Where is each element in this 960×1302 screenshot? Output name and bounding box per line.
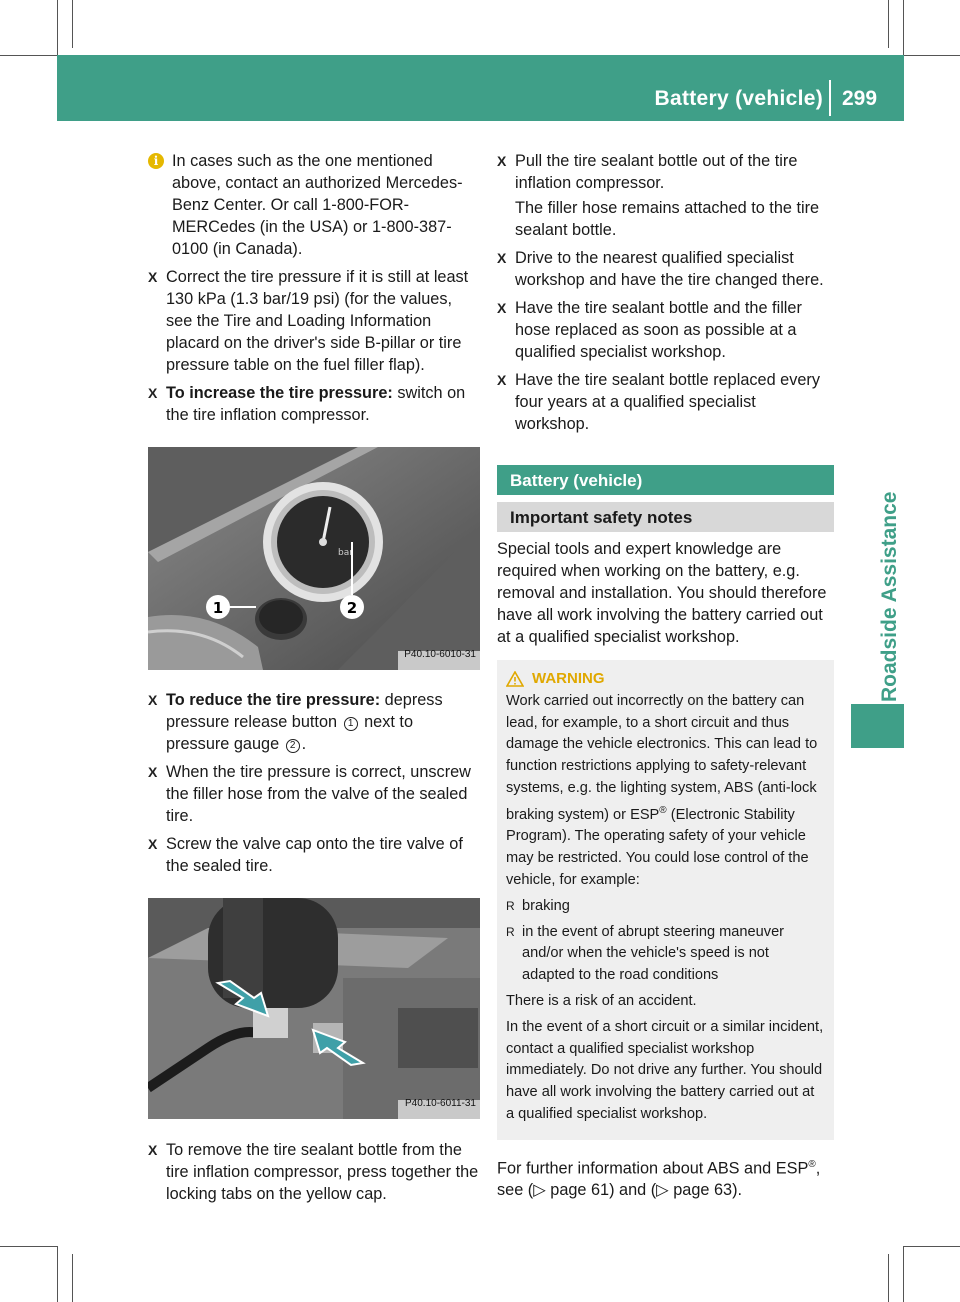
crop-mark xyxy=(57,0,58,55)
step-text: Have the tire sealant bottle replaced every four years at a qualified specialist workshop. xyxy=(515,371,820,433)
registered-mark: ® xyxy=(808,1158,816,1170)
step xyxy=(148,1139,480,1205)
footer-text[interactable]: page 63). xyxy=(668,1181,743,1200)
step-note: The filler hose remains attached to the tire sealant bottle. xyxy=(515,199,820,239)
gauge-illustration xyxy=(148,447,480,670)
step xyxy=(148,382,480,426)
callout-1: 1 xyxy=(212,599,224,617)
step-text: Pull the tire sealant bottle out of the tire inflation compressor. xyxy=(515,152,798,192)
step xyxy=(148,266,480,376)
footer-text[interactable]: page 61) and ( xyxy=(545,1181,657,1200)
side-tab-label: Roadside Assistance xyxy=(878,491,901,702)
warning-text: Work carried out incorrectly on the battery can lead, for example, to a short circuit and thus damage the vehicle electronics. This can lead to function restrictions applying to safety-relevant systems, e.g. the lighting system, ABS (anti-lock braking system) or ESP xyxy=(506,692,818,823)
subsection-heading: Important safety notes xyxy=(497,502,834,532)
page-ref-arrow-icon[interactable]: ▷ xyxy=(656,1181,669,1200)
step-rest: switch on the tire inflation compressor. xyxy=(166,384,466,424)
step-text-part: . xyxy=(301,735,307,753)
right-column xyxy=(497,150,834,1207)
step-bold: To increase the tire pressure: xyxy=(166,384,393,402)
warning-paragraph: There is a risk of an accident. xyxy=(506,993,697,1010)
footer-paragraph xyxy=(497,1154,834,1201)
step-marker-icon: X xyxy=(148,764,158,780)
warning-box xyxy=(497,660,834,1140)
figure-code: P40.10-6011-31 xyxy=(405,1098,476,1109)
step xyxy=(148,689,480,755)
step-marker-icon: X xyxy=(148,692,158,708)
warning-paragraph xyxy=(506,691,825,892)
step-marker-icon: X xyxy=(497,300,507,316)
warning-title: WARNING xyxy=(532,670,605,687)
bottle-illustration xyxy=(148,898,480,1119)
crop-mark xyxy=(0,55,57,56)
info-text: In cases such as the one mentioned above, contact an authorized Mercedes-Benz Center. Or call 1-800-FOR-MERCedes (in the USA) or 1-800-387-0100 (in Canada). xyxy=(172,152,463,258)
info-note xyxy=(148,150,480,260)
step-text: Correct the tire pressure if it is still at least 130 kPa (1.3 bar/19 psi) (for the values, see the Tire and Loading Information placard on the driver's side B-pillar or tire pressure table on the fuel filler flap). xyxy=(166,268,469,374)
info-icon: i xyxy=(148,153,164,169)
callout-2: 2 xyxy=(346,599,358,617)
registered-mark: ® xyxy=(659,804,667,816)
callout-ref-2: 2 xyxy=(286,739,300,753)
step-text: When the tire pressure is correct, unscrew the filler hose from the valve of the sealed tire. xyxy=(166,763,471,825)
crop-mark xyxy=(903,1246,904,1302)
section-heading: Battery (vehicle) xyxy=(497,465,834,495)
crop-mark xyxy=(57,1246,58,1302)
header-title: Battery (vehicle) xyxy=(654,87,823,110)
step-marker-icon: X xyxy=(497,153,507,169)
step xyxy=(148,761,480,827)
step-marker-icon: X xyxy=(148,385,158,401)
left-column xyxy=(148,150,480,1211)
sealant-bottle-figure xyxy=(148,898,480,1119)
step-text-part: depress pressure release button xyxy=(166,691,443,731)
bullet-icon: R xyxy=(506,898,515,913)
footer-text: For further information about ABS and ESP xyxy=(497,1159,809,1178)
crop-mark xyxy=(904,55,960,56)
step-bold: To reduce the tire pressure: xyxy=(166,691,381,709)
gauge-unit-label: bar xyxy=(338,548,353,558)
bullet-text: braking xyxy=(522,897,570,914)
page-ref-arrow-icon[interactable]: ▷ xyxy=(533,1181,546,1200)
crop-mark xyxy=(888,1254,889,1302)
warning-paragraph: In the event of a short circuit or a similar incident, contact a qualified specialist workshop immediately. Do not drive any further. You should have all work involving the battery carried out at a qualified specialist workshop. xyxy=(506,1018,824,1122)
crop-mark xyxy=(72,0,73,48)
step-text: Screw the valve cap onto the tire valve of the sealed tire. xyxy=(166,835,463,875)
crop-mark xyxy=(0,1246,57,1247)
warning-triangle-icon xyxy=(506,671,524,687)
header-separator xyxy=(829,80,831,116)
crop-mark xyxy=(888,0,889,48)
step-marker-icon: X xyxy=(148,836,158,852)
callout-ref-1: 1 xyxy=(344,717,358,731)
step xyxy=(497,247,834,291)
step-text: Have the tire sealant bottle and the filler hose replaced as soon as possible at a qualified specialist workshop. xyxy=(515,299,802,361)
step-text-part: next to pressure gauge xyxy=(166,713,413,753)
crop-mark xyxy=(72,1254,73,1302)
step-text: To remove the tire sealant bottle from the tire inflation compressor, press together the locking tabs on the yellow cap. xyxy=(166,1141,479,1203)
side-tab-marker xyxy=(851,704,904,748)
page-number: 299 xyxy=(842,87,878,110)
step-text: Drive to the nearest qualified specialist workshop and have the tire changed there. xyxy=(515,249,824,289)
step-text xyxy=(166,689,480,755)
intro-paragraph: Special tools and expert knowledge are required when working on the battery, e.g. removal and installation. You should therefore have all work involving the battery carried out at a qualified specialist workshop. xyxy=(497,540,827,646)
step-text xyxy=(166,382,480,426)
step xyxy=(497,297,834,363)
crop-mark xyxy=(903,0,904,55)
warning-heading xyxy=(506,668,825,690)
footer-text: , see ( xyxy=(497,1159,821,1200)
compressor-gauge-figure xyxy=(148,447,480,670)
step xyxy=(497,150,834,194)
step-marker-icon: X xyxy=(497,250,507,266)
warning-bullet xyxy=(506,896,825,918)
bullet-icon: R xyxy=(506,924,515,939)
crop-mark xyxy=(904,1246,960,1247)
figure-code: P40.10-6010-31 xyxy=(404,649,476,660)
step xyxy=(148,833,480,877)
step xyxy=(497,369,834,435)
step-marker-icon: X xyxy=(148,1142,158,1158)
warning-text: (Electronic Stability Program). The operating safety of your vehicle may be restricted. You could lose control of the vehicle, for example: xyxy=(506,806,809,889)
warning-bullet xyxy=(506,922,825,987)
bullet-text: in the event of abrupt steering maneuver and/or when the vehicle's speed is not adapted to the road conditions xyxy=(522,923,785,984)
step-marker-icon: X xyxy=(497,372,507,388)
step-marker-icon: X xyxy=(148,269,158,285)
